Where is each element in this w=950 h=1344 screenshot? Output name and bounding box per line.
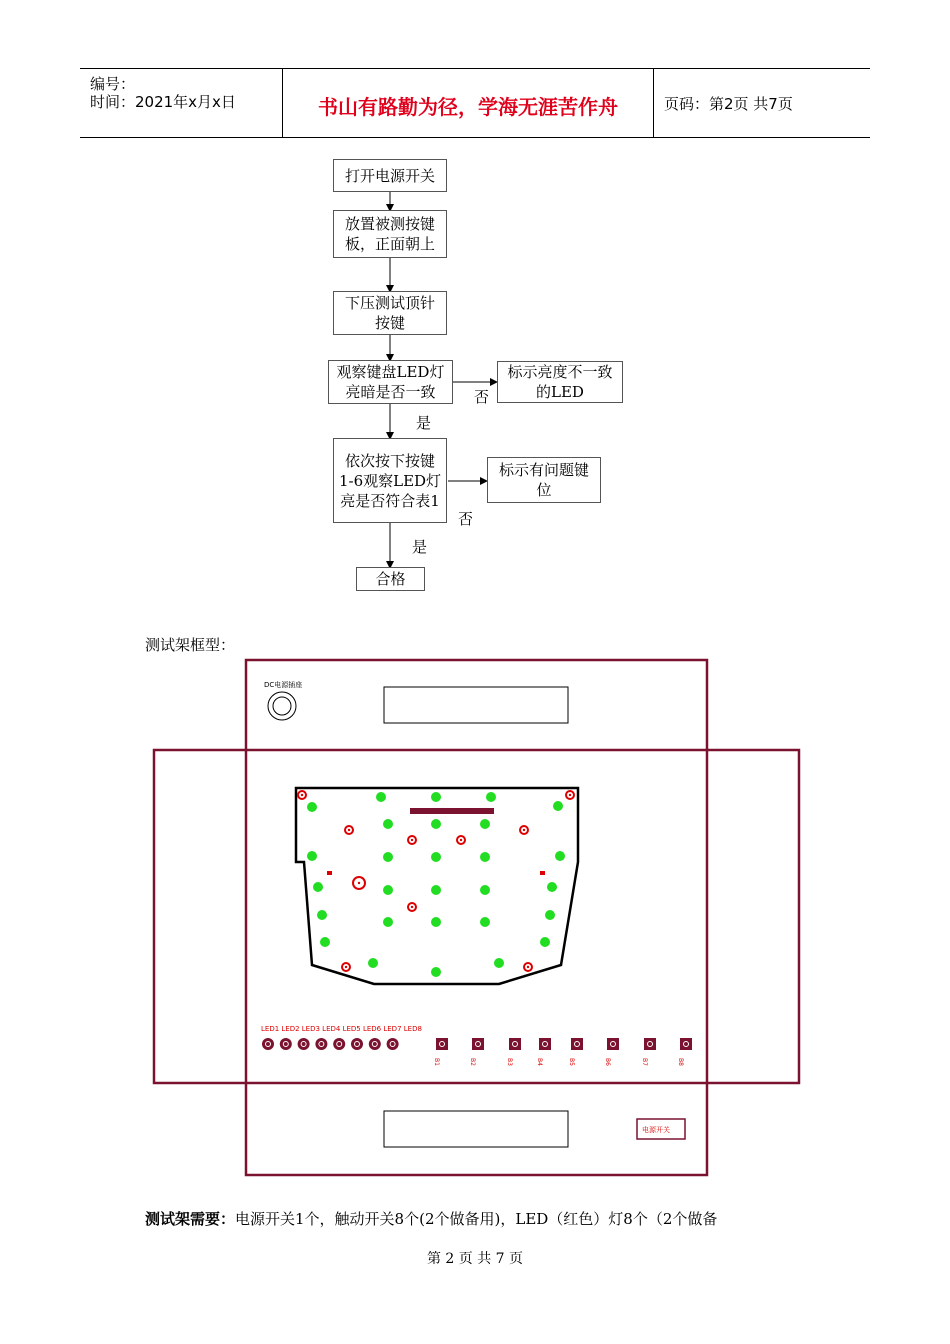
fixture-outer-horizontal-frame (154, 750, 799, 1083)
connector-pin (420, 809, 424, 813)
green-test-point (547, 882, 557, 892)
led-indicator (298, 1038, 310, 1050)
code-label: 编号： (90, 75, 136, 93)
led-indicator (351, 1038, 363, 1050)
led-indicator (315, 1038, 327, 1050)
green-test-point (307, 802, 317, 812)
page-footer: 第 2 页 共 7 页 (426, 1251, 524, 1267)
green-test-point (555, 851, 565, 861)
tact-switch (472, 1038, 484, 1050)
flow-no-label-2: 否 (458, 510, 474, 528)
tact-switch-label: B2 (469, 1058, 476, 1066)
requirement-paragraph (145, 1208, 717, 1229)
flow-step-power-on: 打开电源开关 (333, 159, 447, 192)
tact-switch (644, 1038, 656, 1050)
connector-pin (431, 809, 435, 813)
flow-yes-label-2: 是 (412, 538, 428, 556)
green-test-point (553, 801, 563, 811)
connector-pin (452, 809, 456, 813)
green-test-point (431, 792, 441, 802)
green-test-point (383, 819, 393, 829)
flow-step-press-pins: 下压测试顶针 按键 (333, 291, 447, 335)
fixture-outer-vertical-frame (246, 660, 707, 1175)
red-test-points (298, 791, 574, 971)
green-test-point (307, 851, 317, 861)
green-test-point (480, 917, 490, 927)
led-indicator (262, 1038, 274, 1050)
flow-side-mark-key: 标示有问题键 位 (487, 457, 601, 503)
green-test-point (320, 937, 330, 947)
tact-switch (680, 1038, 692, 1050)
requirement-text: 电源开关1个，触动开关8个(2个做备用)，LED（红色）灯8个（2个做备 (235, 1210, 718, 1228)
red-marker (540, 871, 545, 875)
flow-yes-label-1: 是 (416, 414, 432, 432)
green-test-point (431, 852, 441, 862)
green-test-point (431, 885, 441, 895)
green-test-point (313, 882, 323, 892)
red-test-point-center (569, 794, 571, 796)
flow-no-label-1: 否 (474, 388, 490, 406)
red-test-point-center (301, 794, 303, 796)
connector-pin (446, 809, 450, 813)
tact-switch-label: B4 (536, 1058, 543, 1066)
red-marker (327, 871, 332, 875)
red-test-point-center (348, 829, 350, 831)
requirement-bold: 测试架需要： (145, 1210, 236, 1228)
connector-pin (415, 809, 419, 813)
connector-pin (441, 809, 445, 813)
red-test-point-center (358, 882, 360, 884)
led-indicator (280, 1038, 292, 1050)
dc-socket-label: DC电源插座 (264, 681, 303, 689)
tact-switch-label: B1 (433, 1058, 440, 1066)
page-label: 页码：第2页 共7页 (664, 95, 793, 113)
green-test-point (376, 792, 386, 802)
top-display-window (384, 687, 568, 723)
connector-pin (478, 809, 482, 813)
led-row (262, 1038, 399, 1050)
red-test-point-center (460, 839, 462, 841)
green-test-point (431, 917, 441, 927)
flow-step-press-keys: 依次按下按键 1-6观察LED灯 亮是否符合表1 (333, 438, 447, 523)
tact-switch-label: B8 (677, 1058, 684, 1066)
green-test-point (480, 852, 490, 862)
connector-pin (462, 809, 466, 813)
dc-socket-outer (268, 692, 296, 720)
tact-switch-label: B5 (568, 1058, 575, 1066)
green-test-point (383, 885, 393, 895)
connector-pin (483, 809, 487, 813)
connector-pin (426, 809, 430, 813)
tact-switch (509, 1038, 521, 1050)
switch-row (433, 1038, 692, 1066)
connector-pin (436, 809, 440, 813)
section-title: 测试架框型： (145, 636, 236, 654)
green-test-points (307, 792, 565, 977)
dc-socket-inner (273, 697, 291, 715)
green-test-point (383, 852, 393, 862)
flow-side-mark-led: 标示亮度不一致 的LED (497, 361, 623, 403)
connector-pin (467, 809, 471, 813)
led-indicator (387, 1038, 399, 1050)
time-label: 时间：2021年x月x日 (90, 93, 236, 111)
tact-switch-label: B3 (506, 1058, 513, 1066)
red-test-point-center (345, 966, 347, 968)
led-indicator (333, 1038, 345, 1050)
flow-step-place-board: 放置被测按键 板，正面朝上 (333, 210, 447, 258)
green-test-point (540, 937, 550, 947)
green-test-point (383, 917, 393, 927)
green-test-point (317, 910, 327, 920)
green-test-point (431, 819, 441, 829)
green-test-point (480, 885, 490, 895)
led-row-labels: LED1 LED2 LED3 LED4 LED5 LED6 LED7 LED8 (261, 1025, 422, 1033)
red-test-point-center (523, 829, 525, 831)
flow-step-observe-led: 观察键盘LED灯 亮暗是否一致 (328, 360, 453, 404)
green-test-point (431, 967, 441, 977)
tact-switch (571, 1038, 583, 1050)
red-test-point-center (527, 966, 529, 968)
connector-pin (488, 809, 492, 813)
green-test-point (494, 958, 504, 968)
power-switch-label: 电源开关 (642, 1126, 670, 1134)
led-indicator (369, 1038, 381, 1050)
tact-switch-label: B7 (641, 1058, 648, 1066)
tact-switch (607, 1038, 619, 1050)
bottom-display-window (384, 1111, 568, 1147)
motto: 书山有路勤为径，学海无涯苦作舟 (318, 95, 618, 119)
connector-pin (472, 809, 476, 813)
flow-step-pass: 合格 (356, 567, 425, 591)
red-test-point-center (411, 906, 413, 908)
connector-pin (410, 809, 414, 813)
tact-switch (539, 1038, 551, 1050)
tact-switch (436, 1038, 448, 1050)
green-test-point (486, 792, 496, 802)
green-test-point (545, 910, 555, 920)
connector-pin (457, 809, 461, 813)
green-test-point (480, 819, 490, 829)
green-test-point (368, 958, 378, 968)
red-test-point-center (411, 839, 413, 841)
tact-switch-label: B6 (604, 1058, 611, 1066)
